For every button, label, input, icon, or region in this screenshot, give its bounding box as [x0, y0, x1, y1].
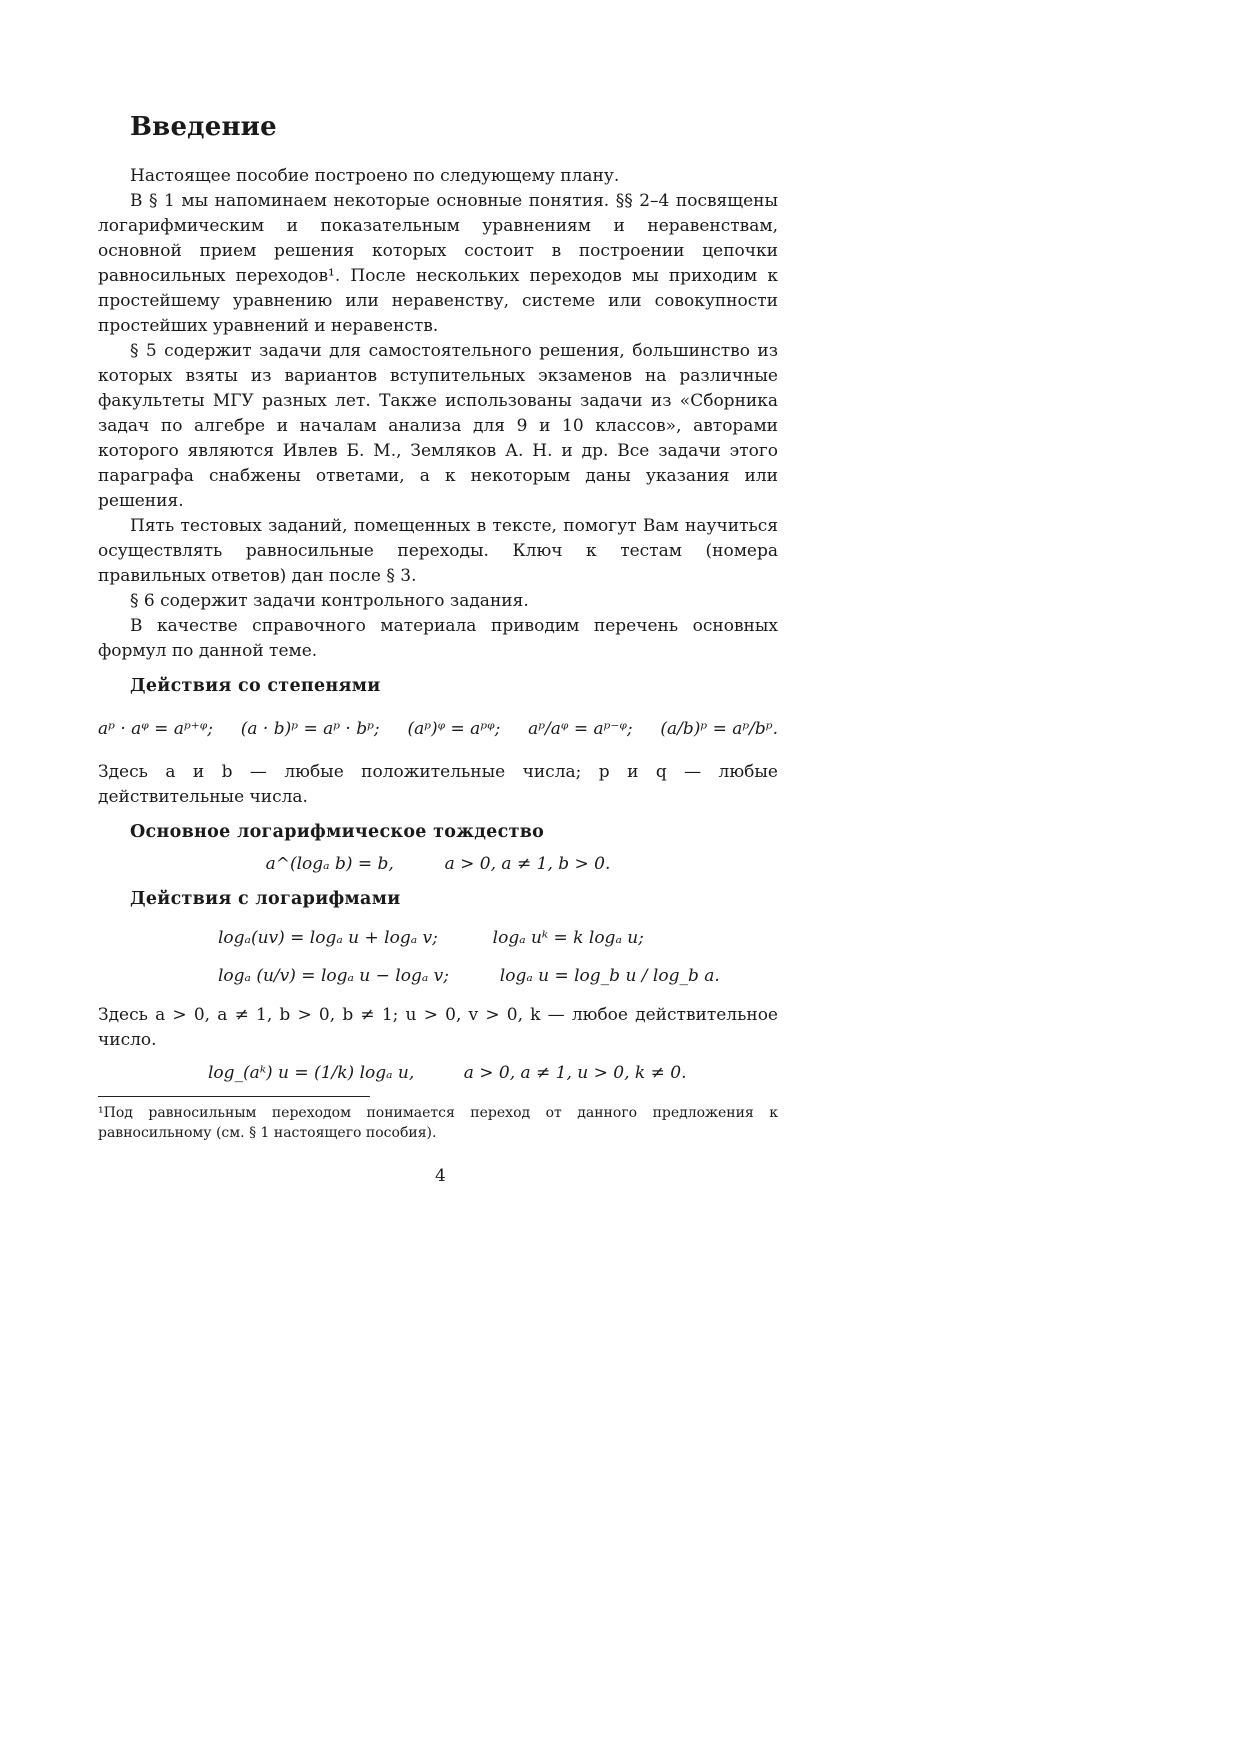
- intro-paragraph-5: § 6 содержит задачи контрольного задания.: [130, 591, 529, 611]
- log-base-power-formula: [208, 1061, 778, 1086]
- powers-note: Здесь a и b — любые положительные числа; p и q — любые действительные числа.: [98, 762, 778, 807]
- power-formula-4: aᵖ/aᵠ = aᵖ⁻ᵠ;: [528, 718, 633, 739]
- page-title: Введение: [130, 112, 277, 142]
- power-formula-3: (aᵖ)ᵠ = aᵖᵠ;: [407, 718, 501, 739]
- logs-note: Здесь a > 0, a ≠ 1, b > 0, b ≠ 1; u > 0, v > 0, k — любое действительное число.: [98, 1005, 778, 1050]
- log-formulas: [218, 919, 778, 995]
- log-base-change-formula: logₐ u = log_b u / log_b a.: [499, 966, 720, 986]
- intro-paragraph-1: Настоящее пособие построено по следующему плану.: [130, 166, 620, 186]
- intro-paragraph-4: Пять тестовых заданий, помещенных в тексте, помогут Вам научиться осуществлять равносильные переходы. Ключ к тестам (номера правильных ответов) дан после § 3.: [98, 516, 778, 586]
- powers-heading: Действия со степенями: [130, 676, 381, 696]
- intro-paragraph-3: § 5 содержит задачи для самостоятельного решения, большинство из которых взяты из вариантов вступительных экзаменов на различные факультеты МГУ разных лет. Также использованы задачи из «Сборника задач по алгебре и началам анализа для 9 и 10 классов», авторами которого являются Ивлев Б. М., Земляков А. Н. и др. Все задачи этого параграфа снабжены ответами, а к некоторым даны указания или решения.: [98, 341, 778, 511]
- logs-heading: Действия с логарифмами: [130, 889, 401, 909]
- footnote-divider: [98, 1096, 370, 1097]
- page-content: [98, 112, 778, 1143]
- identity-condition: a > 0, a ≠ 1, b > 0.: [444, 854, 611, 874]
- identity-expression: a^(logₐ b) = b,: [265, 854, 394, 874]
- log-product-formula: logₐ(uv) = logₐ u + logₐ v;: [218, 928, 438, 948]
- log-formula-row-1: [218, 919, 778, 957]
- power-formula-5: (a/b)ᵖ = aᵖ/bᵖ.: [660, 718, 778, 739]
- page-number: 4: [435, 1166, 446, 1186]
- intro-paragraph-6: В качестве справочного материала приводим перечень основных формул по данной теме.: [98, 616, 778, 661]
- log-base-power-condition: a > 0, a ≠ 1, u > 0, k ≠ 0.: [463, 1063, 687, 1083]
- log-formula-row-2: [218, 957, 778, 995]
- log-quotient-formula: logₐ (u/v) = logₐ u − logₐ v;: [218, 966, 449, 986]
- footnote: ¹Под равносильным переходом понимается переход от данного предложения к равносильному (см. § 1 настоящего пособия).: [98, 1105, 778, 1141]
- powers-formulas: [98, 706, 778, 752]
- intro-paragraph-2: В § 1 мы напоминаем некоторые основные понятия. §§ 2–4 посвящены логарифмическим и показательным уравнениям и неравенствам, основной прием решения которых состоит в построении цепочки равносильных переходов¹. После нескольких переходов мы приходим к простейшему уравнению или неравенству, системе или совокупности простейших уравнений и неравенств.: [98, 191, 778, 336]
- identity-heading: Основное логарифмическое тождество: [130, 822, 545, 842]
- log-base-power-expression: log_(aᵏ) u = (1/k) logₐ u,: [208, 1063, 415, 1083]
- identity-formula: [98, 852, 778, 877]
- power-formula-2: (a · b)ᵖ = aᵖ · bᵖ;: [240, 718, 380, 739]
- log-power-formula: logₐ uᵏ = k logₐ u;: [492, 928, 644, 948]
- power-formula-1: aᵖ · aᵠ = aᵖ⁺ᵠ;: [98, 718, 213, 739]
